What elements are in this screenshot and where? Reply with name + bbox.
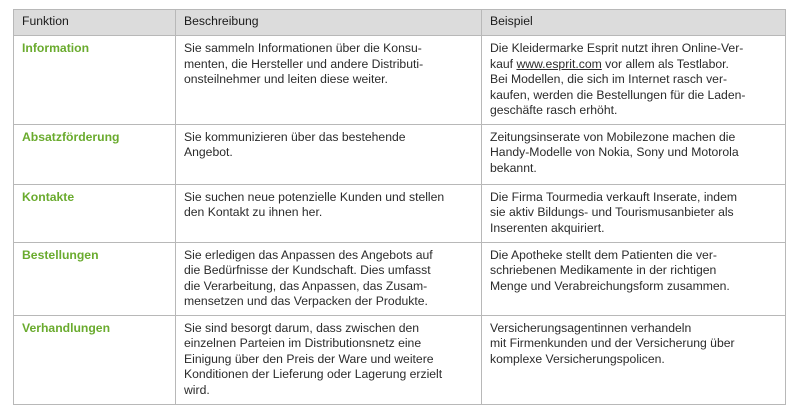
description-cell — [176, 124, 482, 184]
example-cell — [482, 184, 786, 242]
header-beschreibung: Beschreibung — [176, 10, 482, 36]
header-funktion: Funktion — [14, 10, 176, 36]
function-label: Information — [14, 36, 176, 125]
example-cell — [482, 36, 786, 125]
example-line-with-link — [490, 57, 777, 73]
example-line: bekannt. — [490, 160, 537, 175]
example-cell — [482, 315, 786, 404]
example-line: Inserenten akquiriert. — [490, 220, 605, 235]
function-label: Absatzförderung — [14, 124, 176, 184]
example-line: Menge und Verabreichungsform zusammen. — [490, 278, 730, 293]
header-beispiel: Beispiel — [482, 10, 786, 36]
example-line: sie aktiv Bildungs- und Tourismusanbieter als — [490, 205, 734, 219]
description-line: mensetzen und das Verpacken der Produkte. — [184, 294, 428, 308]
table-row — [14, 36, 786, 125]
example-line: Bei Modellen, die sich im Internet rasch ver- — [490, 72, 728, 86]
description-line: die Verarbeitung, das Anpassen, das Zusam- — [184, 278, 428, 293]
description-line: menten, die Hersteller und andere Distributi- — [184, 56, 424, 71]
example-line: Die Kleidermarke Esprit nutzt ihren Online-Ver- — [490, 41, 744, 55]
esprit-link[interactable]: www.esprit.com — [516, 56, 602, 71]
example-cell — [482, 124, 786, 184]
distribution-functions-table — [13, 9, 786, 405]
description-cell — [176, 315, 482, 404]
example-line-prefix: kauf — [490, 56, 517, 71]
example-line: schriebenen Medikamente in der richtigen — [490, 263, 717, 277]
description-line: Konditionen der Lieferung oder Lagerung erzielt — [184, 367, 443, 381]
example-line: Handy-Modelle von Nokia, Sony und Motorola — [490, 145, 739, 159]
function-label: Bestellungen — [14, 242, 176, 315]
example-line: Versicherungsagentinnen verhandeln — [490, 320, 692, 335]
description-line: die Bedürfnisse der Kundschaft. Dies umfasst — [184, 263, 431, 277]
table-row — [14, 315, 786, 404]
description-cell — [176, 36, 482, 125]
description-line: Sie suchen neue potenzielle Kunden und stellen — [184, 189, 445, 204]
example-line-rest: vor allem als Testlabor. — [601, 56, 729, 71]
example-line: geschäfte rasch erhöht. — [490, 103, 618, 117]
description-line: Angebot. — [184, 145, 233, 159]
description-line: Einigung über den Preis der Ware und weitere — [184, 351, 434, 366]
example-line: kaufen, werden die Bestellungen für die Laden- — [490, 87, 746, 102]
table-row — [14, 124, 786, 184]
table-body — [14, 36, 786, 405]
example-line: komplexe Versicherungspolicen. — [490, 351, 665, 366]
table-row — [14, 184, 786, 242]
table-header — [14, 10, 786, 36]
description-line: Sie sind besorgt darum, dass zwischen den — [184, 320, 420, 335]
description-line: den Kontakt zu ihnen her. — [184, 205, 323, 219]
description-line: Sie sammeln Informationen über die Konsu- — [184, 41, 422, 55]
function-label: Verhandlungen — [14, 315, 176, 404]
example-cell — [482, 242, 786, 315]
table-header-row — [14, 10, 786, 36]
description-line: Sie erledigen das Anpassen des Angebots auf — [184, 247, 433, 262]
description-cell — [176, 242, 482, 315]
example-line: mit Firmenkunden und der Versicherung über — [490, 336, 735, 350]
description-line: wird. — [184, 382, 210, 397]
function-label: Kontakte — [14, 184, 176, 242]
description-line: Sie kommunizieren über das bestehende — [184, 129, 406, 144]
example-line: Zeitungsinserate von Mobilezone machen die — [490, 129, 736, 144]
description-cell — [176, 184, 482, 242]
description-line: onsteilnehmer und leiten diese weiter. — [184, 72, 388, 86]
example-line: Die Apotheke stellt dem Patienten die ver- — [490, 247, 717, 262]
example-line: Die Firma Tourmedia verkauft Inserate, indem — [490, 189, 738, 204]
description-line: einzelnen Parteien im Distributionsnetz eine — [184, 336, 422, 350]
distribution-functions-table-wrapper — [13, 9, 785, 405]
table-row — [14, 242, 786, 315]
